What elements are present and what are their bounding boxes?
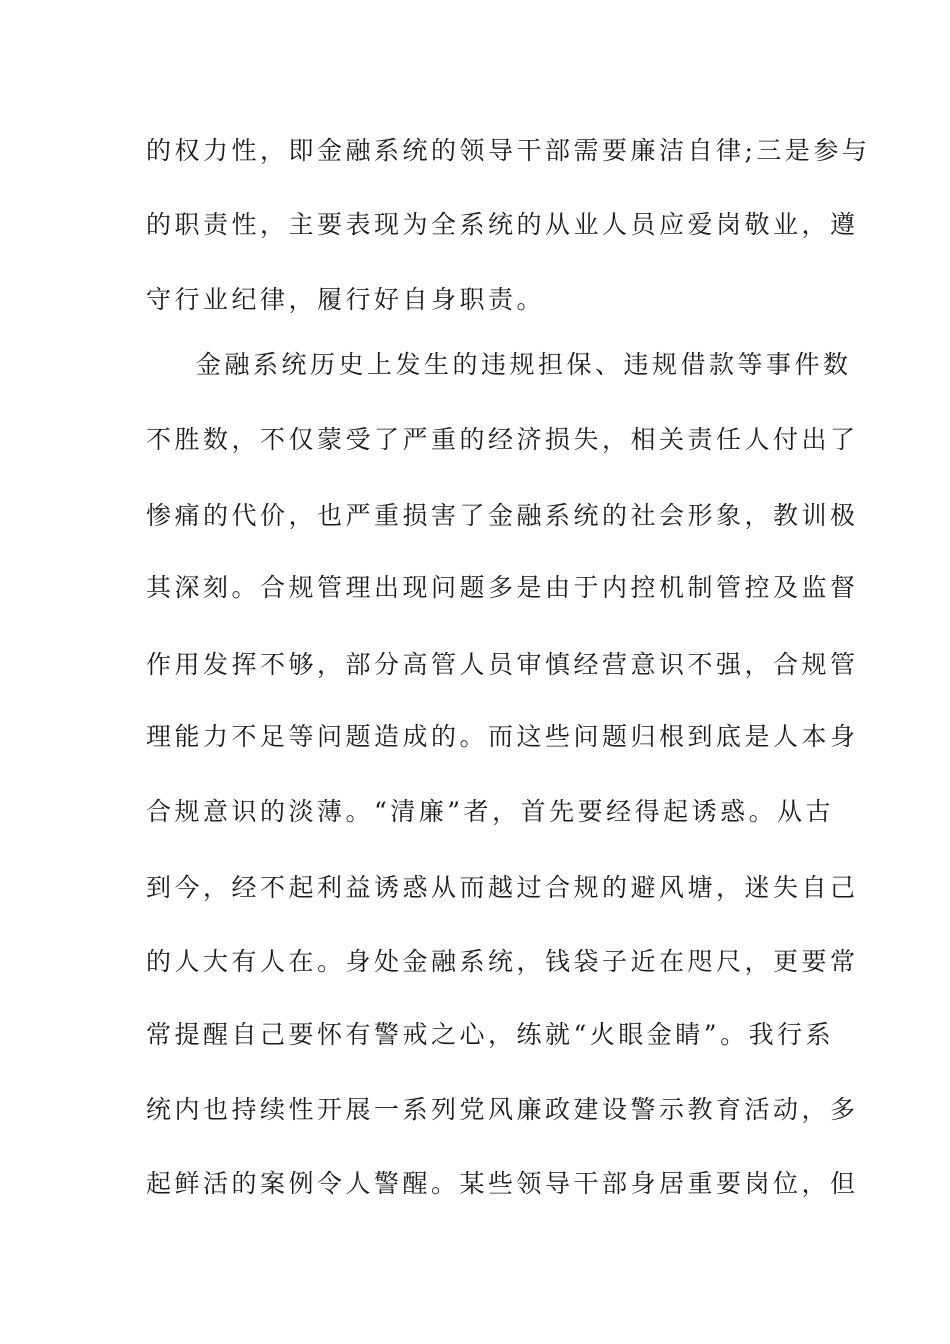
text-line: 的权力性，即金融系统的领导干部需要廉洁自律;三是参与 <box>146 136 871 165</box>
text-line: 统内也持续性开展一系列党风廉政建设警示教育活动，多 <box>146 1095 859 1124</box>
text-line: 守行业纪律，履行好自身职责。 <box>146 285 546 314</box>
text-line: 惨痛的代价，也严重损害了金融系统的社会形象，教训极 <box>146 501 859 530</box>
text-line: 作用发挥不够，部分高管人员审慎经营意识不强，合规管 <box>146 650 859 679</box>
text-line: 的人大有人在。身处金融系统，钱袋子近在咫尺，更要常 <box>146 947 859 976</box>
text-line: 起鲜活的案例令人警醒。某些领导干部身居重要岗位，但 <box>146 1169 859 1198</box>
text-line: 不胜数，不仅蒙受了严重的经济损失，相关责任人付出了 <box>146 425 859 454</box>
text-line: 合规意识的淡薄。“清廉”者，首先要经得起诱惑。从古 <box>146 797 835 826</box>
text-line: 到今，经不起利益诱惑从而越过合规的避风塘，迷失自己 <box>146 873 859 902</box>
text-line: 的职责性，主要表现为全系统的从业人员应爱岗敬业，遵 <box>146 210 859 239</box>
text-line: 常提醒自己要怀有警戒之心，练就“火眼金睛”。我行系 <box>146 1020 835 1049</box>
text-line: 理能力不足等问题造成的。而这些问题归根到底是人本身 <box>146 722 859 751</box>
text-line: 其深刻。合规管理出现问题多是由于内控机制管控及监督 <box>146 573 859 602</box>
paragraph-first-line: 金融系统历史上发生的违规担保、违规借款等事件数 <box>196 350 852 379</box>
